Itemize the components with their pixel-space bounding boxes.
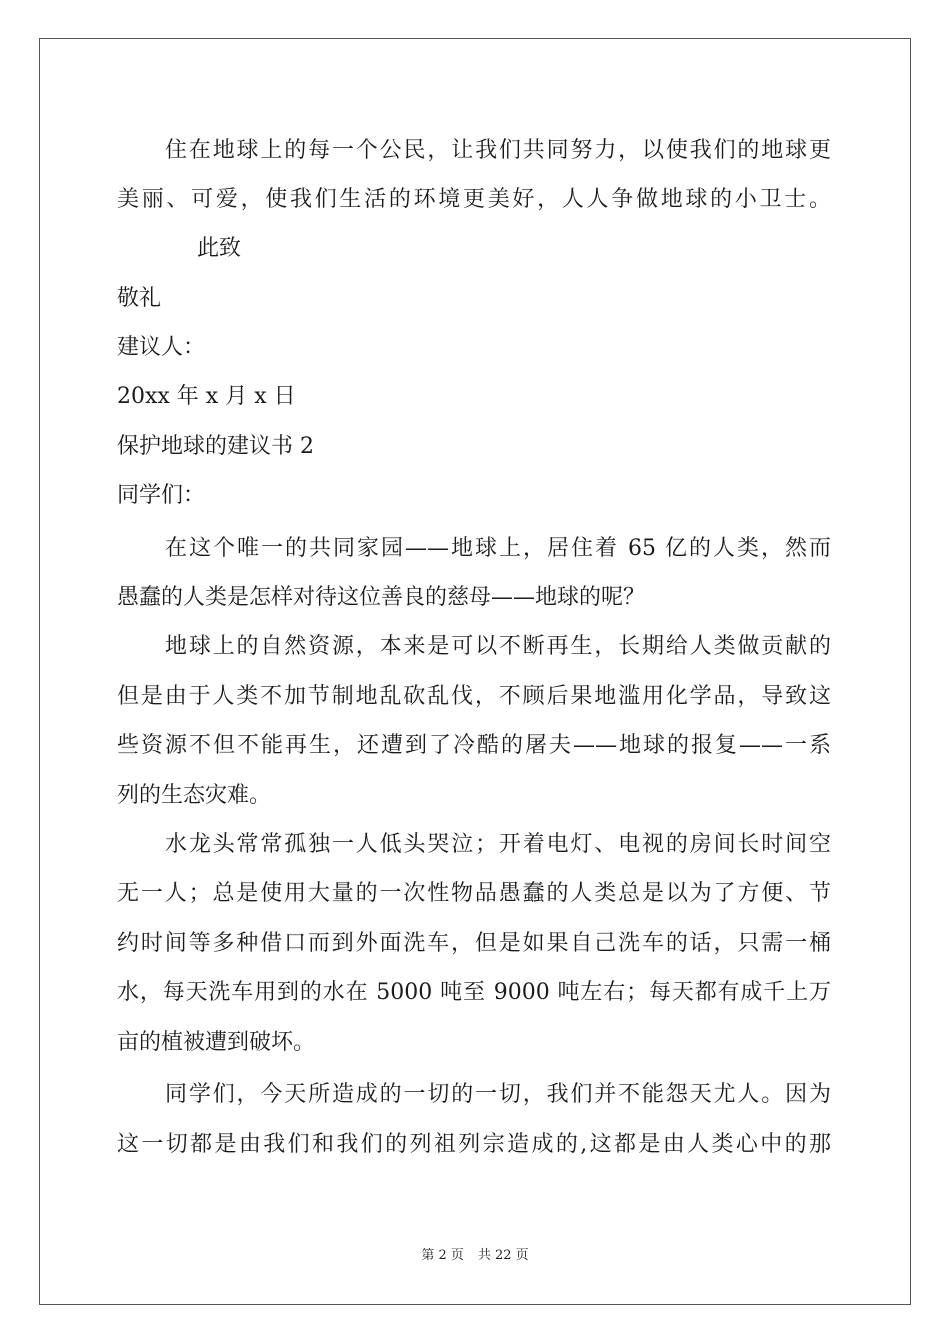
paragraph-line: 亩的植被遭到破坏。: [117, 1030, 316, 1055]
paragraph-line: 愚蠢的人类是怎样对待这位善良的慈母——地球的呢？: [117, 585, 646, 610]
page-footer: [0, 1248, 950, 1264]
paragraph-line: 地球上的自然资源，本来是可以不断再生，长期给人类做贡献的: [165, 634, 831, 659]
paragraph-line: 无一人；总是使用大量的一次性物品愚蠢的人类总是以为了方便、节: [117, 881, 831, 906]
signer-label: 建议人：: [117, 335, 206, 360]
paragraph-line: 在这个唯一的共同家园——地球上，居住着 65 亿的人类，然而: [165, 536, 831, 561]
paragraph-line: 这一切都是由我们和我们的列祖列宗造成的,这都是由人类心中的那: [117, 1132, 831, 1157]
greeting: 同学们：: [117, 483, 206, 508]
paragraph-line: 同学们，今天所造成的一切的一切，我们并不能怨天尤人。因为: [165, 1082, 831, 1107]
paragraph-line: 列的生态灾难。: [117, 783, 272, 808]
page-border: [39, 38, 911, 1305]
paragraph-line: 水龙头常常孤独一人低头哭泣；开着电灯、电视的房间长时间空: [165, 832, 831, 857]
date-line: 20xx 年 x 月 x 日: [117, 384, 296, 409]
section-title: 保护地球的建议书 2: [117, 434, 314, 459]
closing-regards: 敬礼: [117, 286, 162, 311]
page-total: 共 22 页: [477, 1248, 529, 1263]
paragraph-line: 约时间等多种借口而到外面洗车，但是如果自己洗车的话，只需一桶: [117, 931, 831, 956]
paragraph-line: 但是由于人类不加节制地乱砍乱伐，不顾后果地滥用化学品，导致这: [117, 684, 831, 709]
paragraph-line: 美丽、可爱，使我们生活的环境更美好，人人争做地球的小卫士。: [117, 187, 831, 212]
paragraph-line: 住在地球上的每一个公民，让我们共同努力，以使我们的地球更: [165, 138, 831, 163]
paragraph-line: 些资源不但不能再生，还遭到了冷酷的屠夫——地球的报复——一系: [117, 733, 831, 758]
page-number: 第 2 页: [421, 1248, 464, 1263]
closing-salutation: 此致: [197, 236, 242, 261]
paragraph-line: 水，每天洗车用到的水在 5000 吨至 9000 吨左右；每天都有成千上万: [117, 980, 831, 1005]
